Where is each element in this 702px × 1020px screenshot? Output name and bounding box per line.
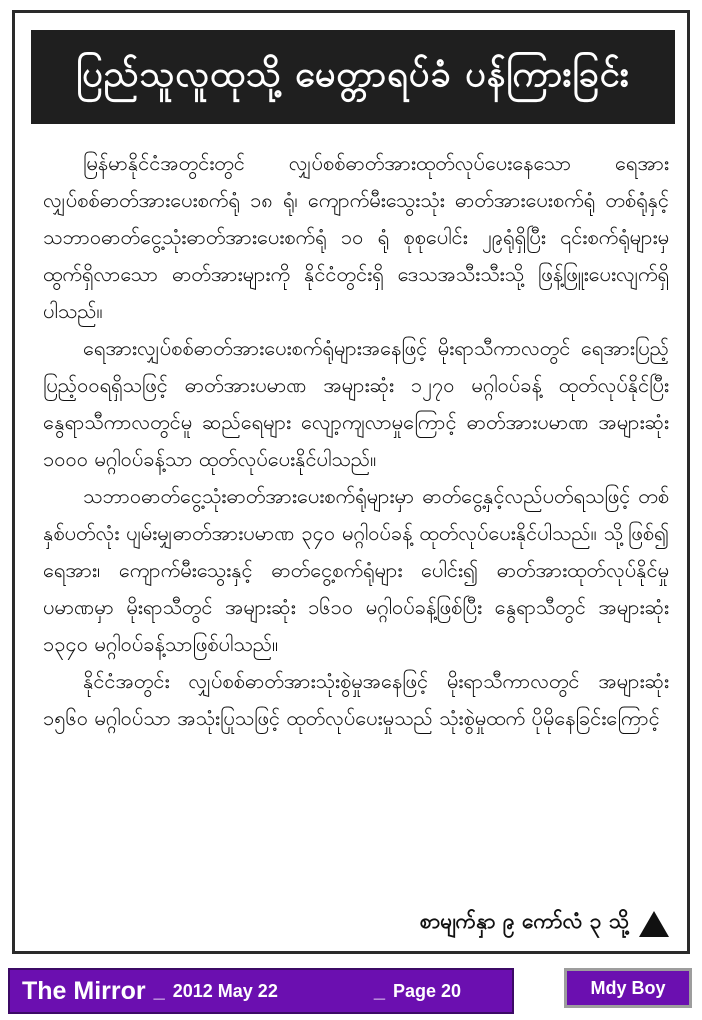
triangle-up-icon xyxy=(639,911,669,937)
publication-date: 2012 May 22 xyxy=(172,980,278,1001)
headline-bar xyxy=(31,30,675,124)
continued-text: စာမျက်နှာ ၉ ကော်လံ ၃ သို့ xyxy=(419,909,629,933)
headline-title: ပြည်သူလူထုသို့ မေတ္တာရပ်ခံ ပန်ကြားခြင်း xyxy=(76,54,630,95)
article-paragraph-3: သဘာဝဓာတ်ငွေ့သုံးဓာတ်အားပေးစက်ရုံများမှာ ဓာတ်ငွေ့နှင့်လည်ပတ်ရသဖြင့် တစ်နှစ်ပတ်လုံး ပျမ်းမျှဓာတ်အားပမာဏ ၃၄၀ မဂ္ဂါဝပ်ခန့် ထုတ်လုပ်ပေးနိုင်ပါသည်။ သို့ဖြစ်၍ ရေအား၊ ကျောက်မီးသွေးနှင့် ဓာတ်ငွေ့စက်ရုံများ ပေါင်း၍ ဓာတ်အားထုတ်လုပ်နိုင်မှုပမာဏမှာ မိုးရာသီတွင် အများဆုံး ၁၆၁၀ မဂ္ဂါဝပ်ခန့်ဖြစ်ပြီး နွေရာသီတွင် အများဆုံး ၁၃၄၀ မဂ္ဂါဝပ်ခန့်သာဖြစ်ပါသည်။ xyxy=(43,484,669,656)
publication-title: The Mirror xyxy=(22,976,146,1005)
article-paragraph-1: မြန်မာနိုင်ငံအတွင်းတွင် လျှပ်စစ်ဓာတ်အားထုတ်လုပ်ပေးနေသော ရေအားလျှပ်စစ်ဓာတ်အားပေးစက်ရုံ ၁၈ ရုံ၊ ကျောက်မီးသွေးသုံး ဓာတ်အားပေးစက်ရုံ တစ်ရုံနှင့် သဘာဝဓာတ်ငွေ့သုံးဓာတ်အားပေးစက်ရုံ ၁၀ ရုံ စုစုပေါင်း ၂၉ရုံရှိပြီး ၎င်းစက်ရုံများမှ ထွက်ရှိလာသော ဓာတ်အားများကို နိုင်ငံတွင်းရှိ ဒေသအသီးသီးသို့ ဖြန့်ဖြူးပေးလျက်ရှိပါသည်။ xyxy=(43,151,669,323)
uploader-name: Mdy Boy xyxy=(590,977,666,998)
article-body xyxy=(43,145,669,935)
uploader-badge xyxy=(564,968,692,1008)
footer-separator: _ xyxy=(373,979,385,1002)
footer-separator: _ xyxy=(153,979,165,1002)
page-number: Page 20 xyxy=(392,980,462,1001)
footer-bar xyxy=(8,968,514,1014)
article-paragraph-4: နိုင်ငံအတွင်း လျှပ်စစ်ဓာတ်အားသုံးစွဲမှုအနေဖြင့် မိုးရာသီကာလတွင် အများဆုံး ၁၅၆၀ မဂ္ဂါဝပ်သာ အသုံးပြုသဖြင့် ထုတ်လုပ်ပေးမှုသည် သုံးစွဲမှုထက် ပိုမိုနေခြင်းကြောင့် xyxy=(43,669,669,730)
article-paragraph-2: ရေအားလျှပ်စစ်ဓာတ်အားပေးစက်ရုံများအနေဖြင့် မိုးရာသီကာလတွင် ရေအားပြည့်ပြည့်ဝဝရရှိသဖြင့် ဓာတ်အားပမာဏ အများဆုံး ၁၂၇၀ မဂ္ဂါဝပ်ခန့် ထုတ်လုပ်နိုင်ပြီး နွေရာသီကာလတွင်မူ ဆည်ရေများ လျော့ကျလာမှုကြောင့် ဓာတ်အားပမာဏ အများဆုံး ၁၀၀၀ မဂ္ဂါဝပ်ခန့်သာ ထုတ်လုပ်ပေးနိုင်ပါသည်။ xyxy=(43,336,669,471)
continued-notice xyxy=(420,908,669,939)
article-frame xyxy=(12,10,690,954)
